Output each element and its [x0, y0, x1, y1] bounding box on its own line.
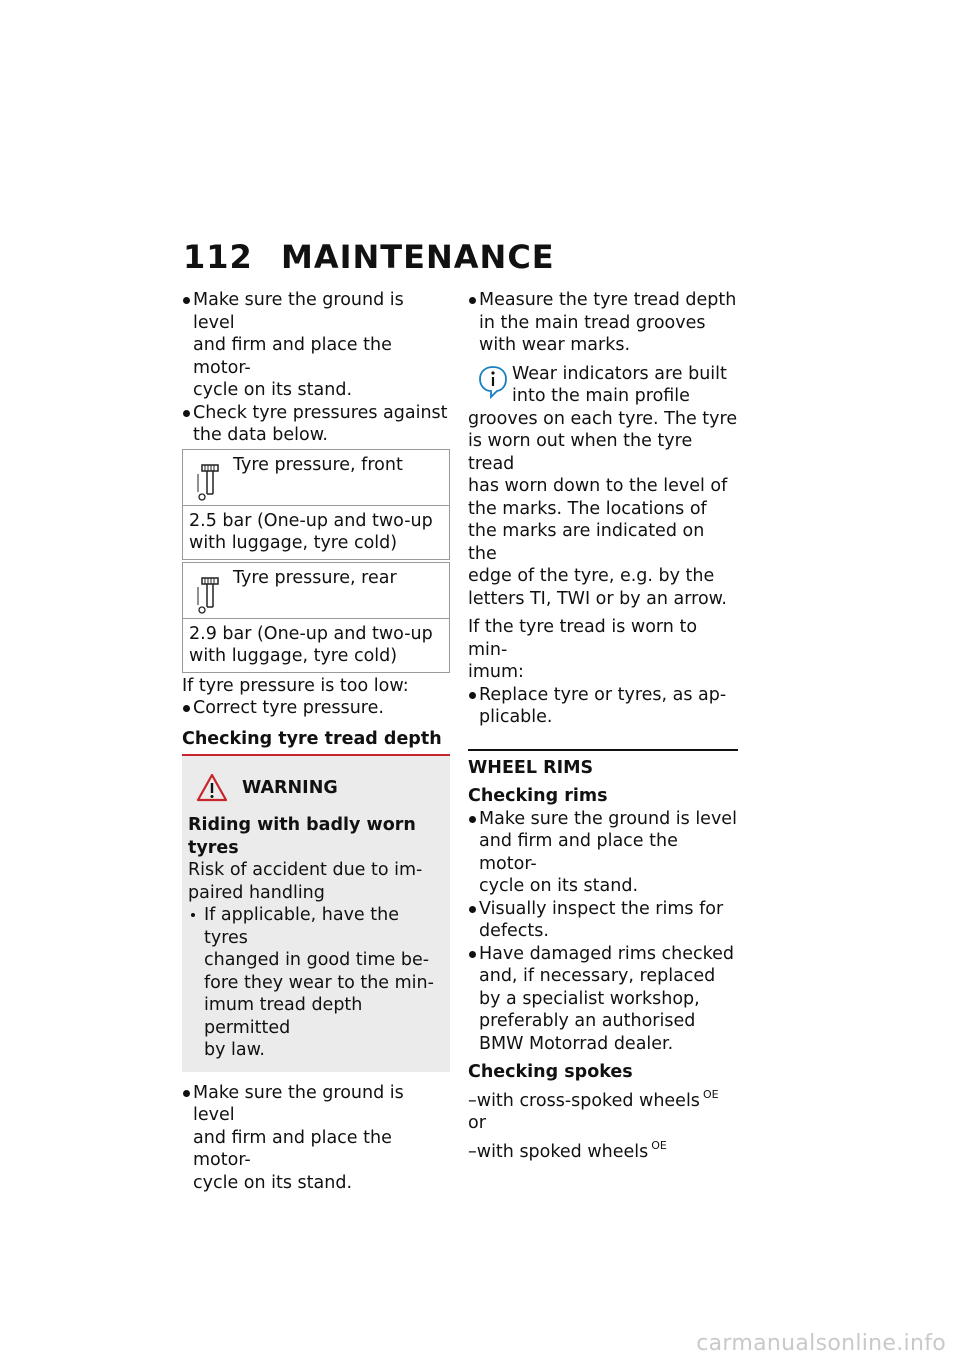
tyre-pressure-gauge-icon [197, 462, 223, 502]
text-line: the marks. The locations of [468, 498, 707, 519]
text-line: with luggage, tyre cold) [189, 646, 398, 666]
page-number: 112 [183, 238, 253, 276]
text-line: and firm and place the motor- [193, 335, 392, 378]
text-line: defects. [479, 921, 549, 941]
list-item [182, 697, 450, 720]
spec-label: Tyre pressure, rear [233, 567, 397, 588]
subsection-title: Checking rims [468, 786, 608, 806]
section-title: MAINTENANCE [281, 238, 555, 276]
text-line: the marks are indicated on the [468, 521, 705, 564]
text-line: cycle on its stand. [193, 380, 353, 400]
text-line: Risk of accident due to im- [188, 860, 423, 880]
text-line: into the main profile [512, 386, 690, 406]
text-line: imum tread depth permitted [204, 995, 363, 1038]
warning-box [182, 756, 450, 1072]
right-column [468, 289, 738, 1163]
oe-mark: OE [651, 1138, 667, 1152]
subsection-title: Checking spokes [468, 1062, 633, 1082]
paragraph: If tyre pressure is too low: [182, 675, 409, 696]
warning-header [188, 768, 444, 808]
list-item [468, 808, 738, 898]
text-line: with wear marks. [479, 335, 631, 355]
list-item [188, 904, 444, 1062]
text-line: Make sure the ground is level [479, 808, 737, 829]
text-line: 2.5 bar (One-up and two-up [189, 510, 433, 531]
list-item [468, 943, 738, 1056]
text-line: edge of the tyre, e.g. by the [468, 566, 715, 586]
text-line: paired handling [188, 882, 325, 903]
warning-triangle-icon [196, 773, 228, 803]
spec-value [183, 619, 449, 672]
text-line: Visually inspect the rims for [479, 898, 724, 919]
spec-header [183, 563, 449, 619]
text-line: changed in good time be- [204, 950, 430, 970]
text-line: Measure the tyre tread depth [479, 290, 737, 310]
list-item [182, 289, 450, 402]
text-line: is worn out when the tyre tread [468, 431, 693, 474]
text-line: has worn down to the level of [468, 476, 728, 496]
list-item [182, 1082, 450, 1195]
text-line: cycle on its stand. [193, 1172, 353, 1193]
subsection-title: Checking tyre tread depth [182, 728, 442, 749]
list-item [468, 289, 738, 357]
spec-header [183, 450, 449, 506]
warning-title: WARNING [242, 777, 338, 798]
watermark: carmanualsonline.info [696, 1331, 946, 1356]
paragraph [468, 616, 738, 684]
warning-subtitle: Riding with badly worn tyres [188, 815, 416, 858]
list-item [468, 898, 738, 943]
spokes-option [468, 1135, 738, 1164]
spec-box-front [182, 449, 450, 560]
info-note [468, 363, 738, 611]
text-line: and firm and place the motor- [479, 831, 678, 874]
text-line: Have damaged rims checked [479, 943, 734, 964]
text-line: Check tyre pressures against [193, 402, 448, 423]
info-icon [478, 365, 508, 399]
text-line: –with spoked wheels [468, 1141, 649, 1162]
text-line: Make sure the ground is level [193, 1082, 404, 1125]
text-line: cycle on its stand. [479, 876, 639, 896]
text-line: in the main tread grooves [479, 312, 706, 333]
text-line: Make sure the ground is level [193, 290, 404, 333]
text-line: If the tyre tread is worn to min- [468, 617, 698, 660]
left-column [182, 289, 450, 1194]
text-line: fore they wear to the min- [204, 972, 434, 993]
oe-mark: OE [702, 1087, 719, 1101]
text-line: with luggage, tyre cold) [189, 533, 398, 553]
text-line: plicable. [479, 707, 553, 727]
text-line: –with cross-spoked wheels [468, 1090, 700, 1111]
spokes-or: or [468, 1113, 486, 1133]
text-line: letters TI, TWI or by an arrow. [468, 588, 727, 609]
list-item [468, 684, 738, 729]
text-line: by a specialist workshop, [479, 988, 700, 1009]
spec-label: Tyre pressure, front [233, 454, 403, 475]
text-line: Replace tyre or tyres, as ap- [479, 684, 727, 705]
spec-box-rear [182, 562, 450, 673]
list-item [182, 402, 450, 447]
text-line: grooves on each tyre. The tyre [468, 408, 738, 429]
spec-value [183, 506, 449, 559]
tyre-pressure-gauge-icon [197, 575, 223, 615]
spokes-option [468, 1084, 738, 1113]
text-line: and, if necessary, replaced [479, 966, 716, 986]
section-divider [468, 749, 738, 751]
section-heading: WHEEL RIMS [468, 757, 594, 778]
text-line: Correct tyre pressure. [193, 698, 384, 718]
text-line: Wear indicators are built [512, 363, 727, 384]
page-header [183, 238, 555, 276]
text-line: BMW Motorrad dealer. [479, 1033, 674, 1054]
text-line: and firm and place the motor- [193, 1127, 392, 1170]
text-line: preferably an authorised [479, 1011, 696, 1031]
text-line: imum: [468, 662, 524, 682]
text-line: the data below. [193, 425, 328, 445]
text-line: by law. [204, 1040, 265, 1060]
text-line: 2.9 bar (One-up and two-up [189, 623, 433, 644]
text-line: If applicable, have the tyres [204, 905, 399, 948]
